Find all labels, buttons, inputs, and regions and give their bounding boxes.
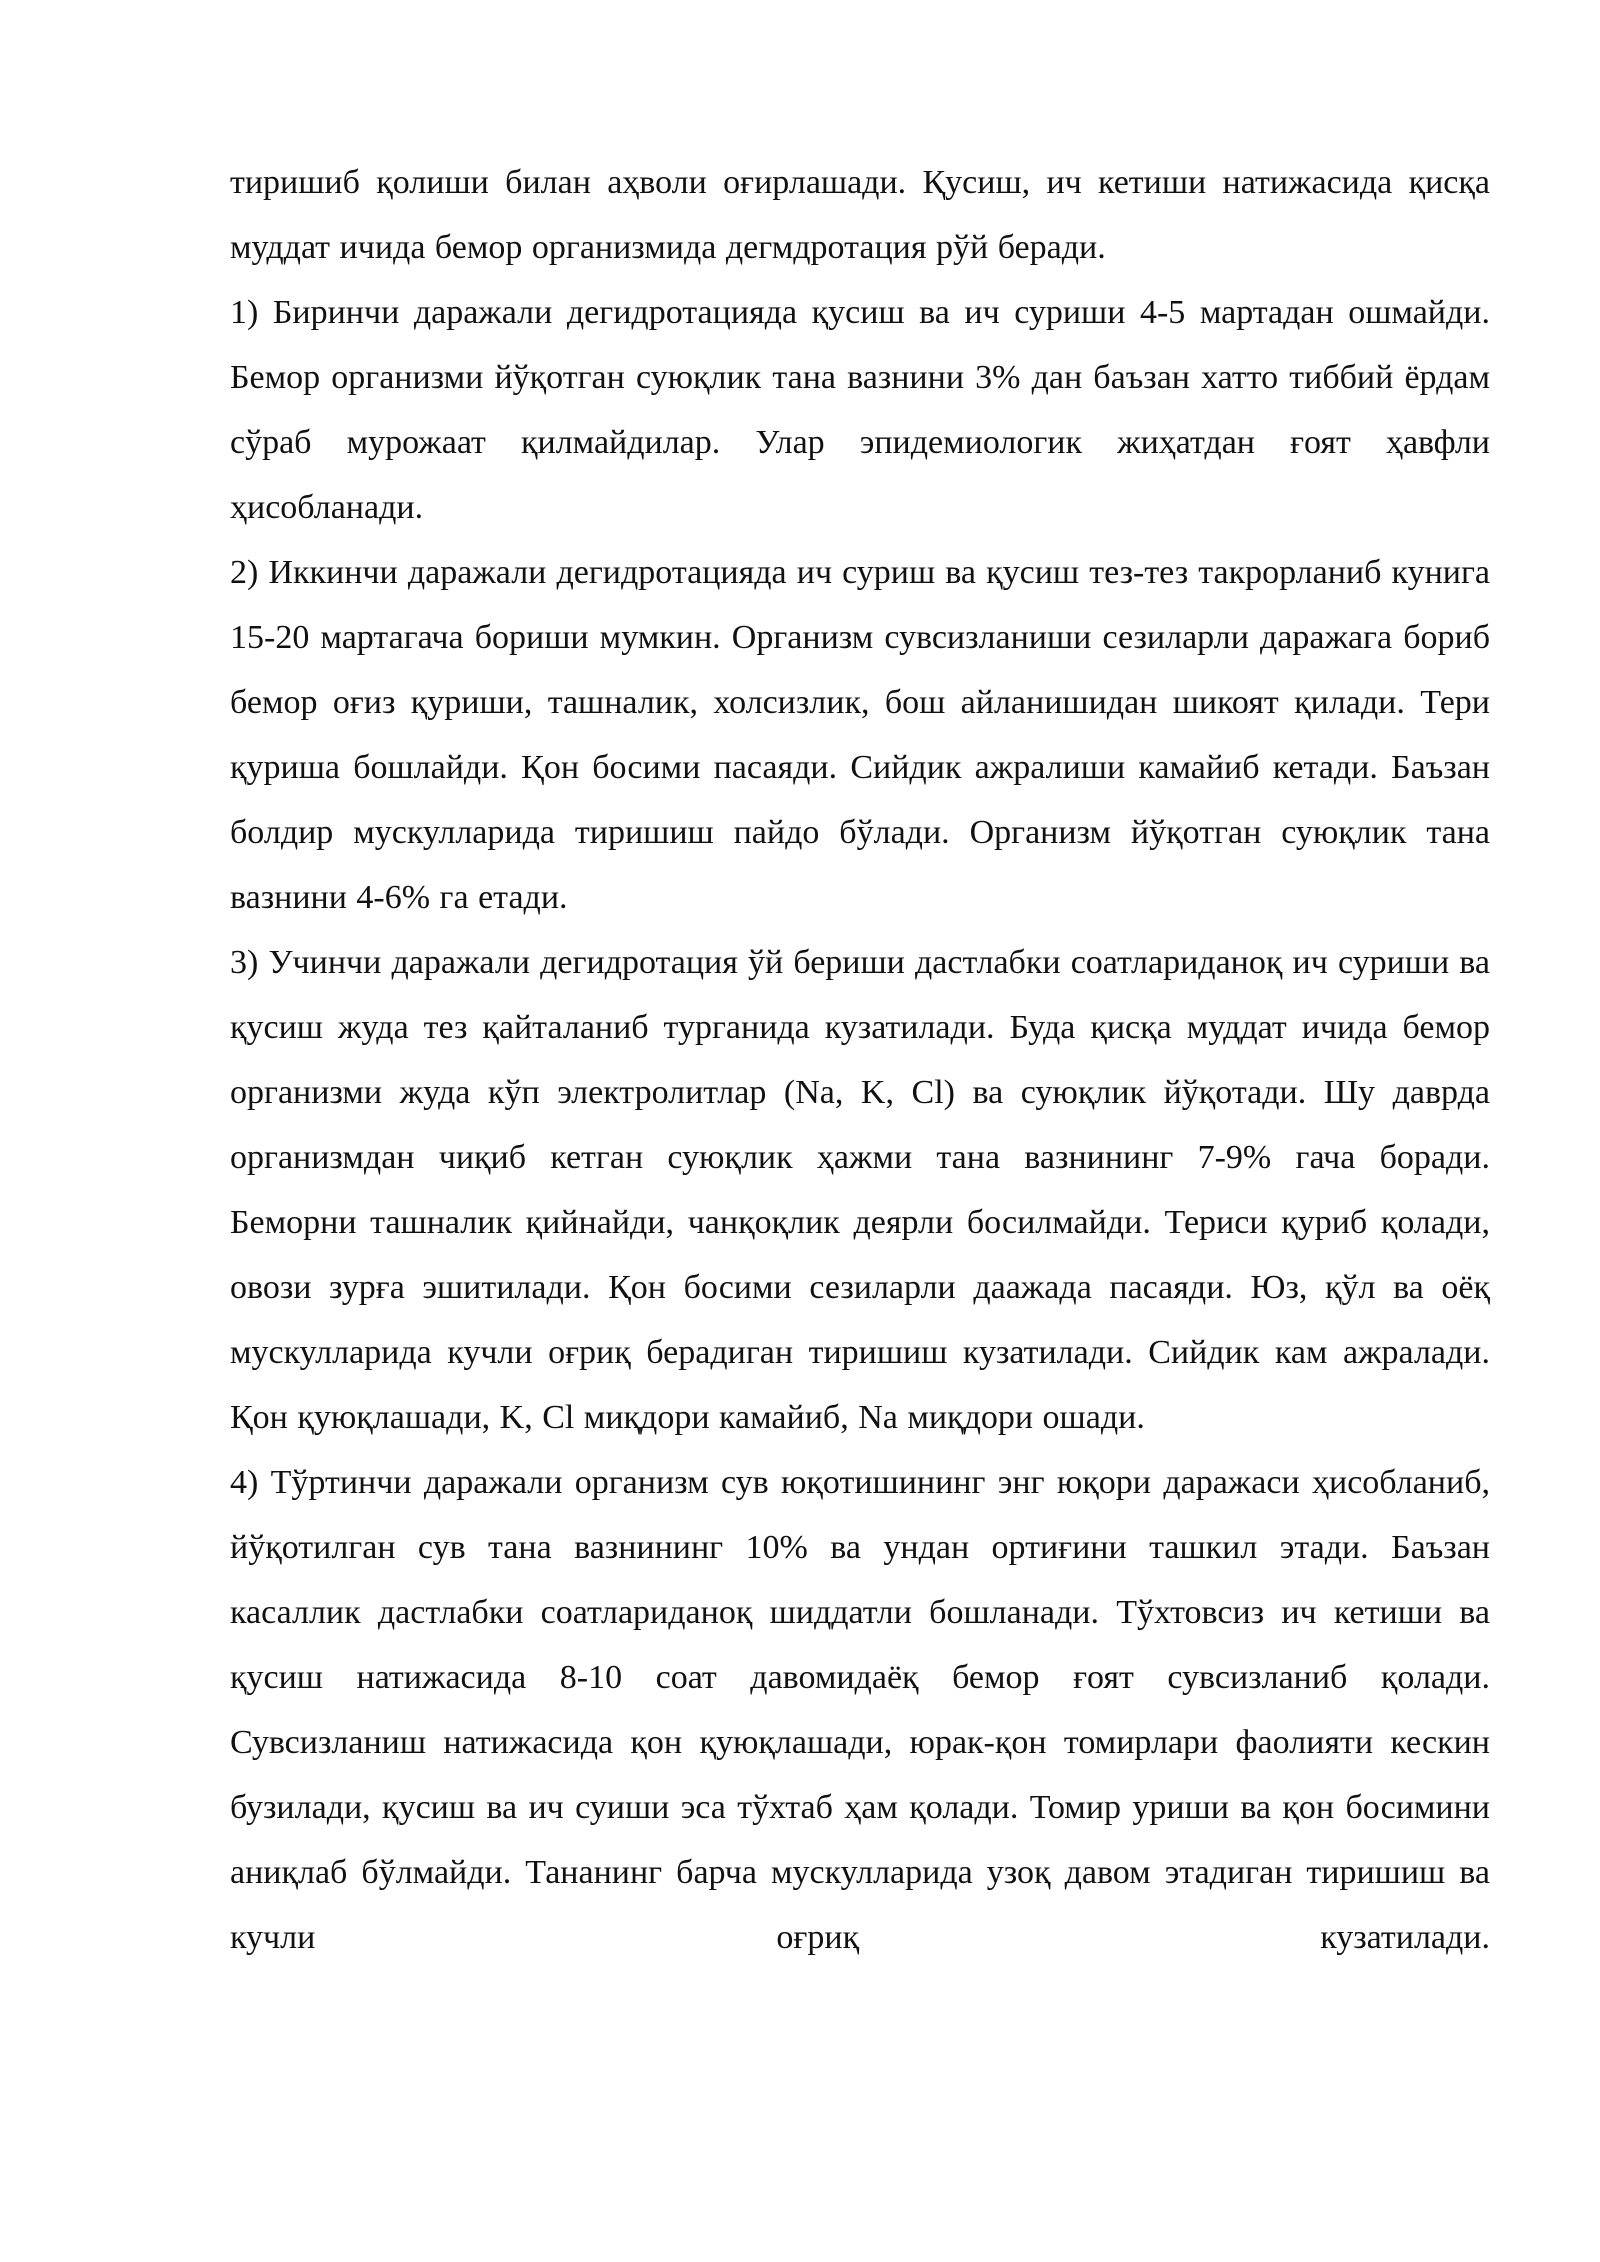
paragraph-stage-3: 3) Учинчи даражали дегидротация ўй бериши дастлабки соатлариданоқ ич суриши ва қусиш жуда тез қайталаниб турганида кузатилади. Буда қисқа муддат ичида бемор организми жуда кўп электролитлар (Na, K, Cl) ва суюқлик йўқотади. Шу даврда организмдан чиқиб кетган суюқлик ҳажми тана вазнининг 7-9% гача боради. Беморни ташналик қийнайди, чанқоқлик деярли босилмайди. Териси қуриб қолади, овози зурға эшитилади. Қон босими сезиларли даажада пасаяди. Юз, қўл ва оёқ мускулларида кучли оғриқ берадиган тиришиш кузатилади. Сийдик кам ажралади. Қон қуюқлашади, K, Cl миқдори камайиб, Na миқдори ошади. xyxy=(230,944,1490,1436)
document-page xyxy=(230,150,1490,1970)
paragraph-continuation: тиришиб қолиши билан аҳволи оғирлашади. Қусиш, ич кетиши натижасида қисқа муддат ичида бемор организмида дегмдротация рўй беради. xyxy=(230,164,1490,266)
paragraph-stage-1: 1) Биринчи даражали дегидротацияда қусиш ва ич суриши 4-5 мартадан ошмайди. Бемор организми йўқотган суюқлик тана вазнини 3% дан баъзан хатто тиббий ёрдам сўраб мурожаат қилмайдилар. Улар эпидемиологик жиҳатдан ғоят ҳавфли ҳисобланади. xyxy=(230,294,1490,526)
paragraph-stage-4: 4) Тўртинчи даражали организм сув юқотишининг энг юқори даражаси ҳисобланиб, йўқотилган сув тана вазнининг 10% ва ундан ортиғини ташкил этади. Баъзан касаллик дастлабки соатлариданоқ шиддатли бошланади. Тўхтовсиз ич кетиши ва қусиш натижасида 8-10 соат давомидаёқ бемор ғоят сувсизланиб қолади. Сувсизланиш натижасида қон қуюқлашади, юрак-қон томирлари фаолияти кескин бузилади, қусиш ва ич суиши эса тўхтаб ҳам қолади. Томир уриши ва қон босимини аниқлаб бўлмайди. Тананинг барча мускулларида узоқ давом этадиган тиришиш ва кучли оғриқ кузатилади. xyxy=(230,1464,1490,1956)
paragraph-stage-2: 2) Иккинчи даражали дегидротацияда ич суриш ва қусиш тез-тез такрорланиб кунига 15-20 мартагача бориши мумкин. Организм сувсизланиши сезиларли даражага бориб бемор оғиз қуриши, ташналик, холсизлик, бош айланишидан шикоят қилади. Тери қуриша бошлайди. Қон босими пасаяди. Сийдик ажралиши камайиб кетади. Баъзан болдир мускулларида тиришиш пайдо бўлади. Организм йўқотган суюқлик тана вазнини 4-6% га етади. xyxy=(230,554,1490,916)
